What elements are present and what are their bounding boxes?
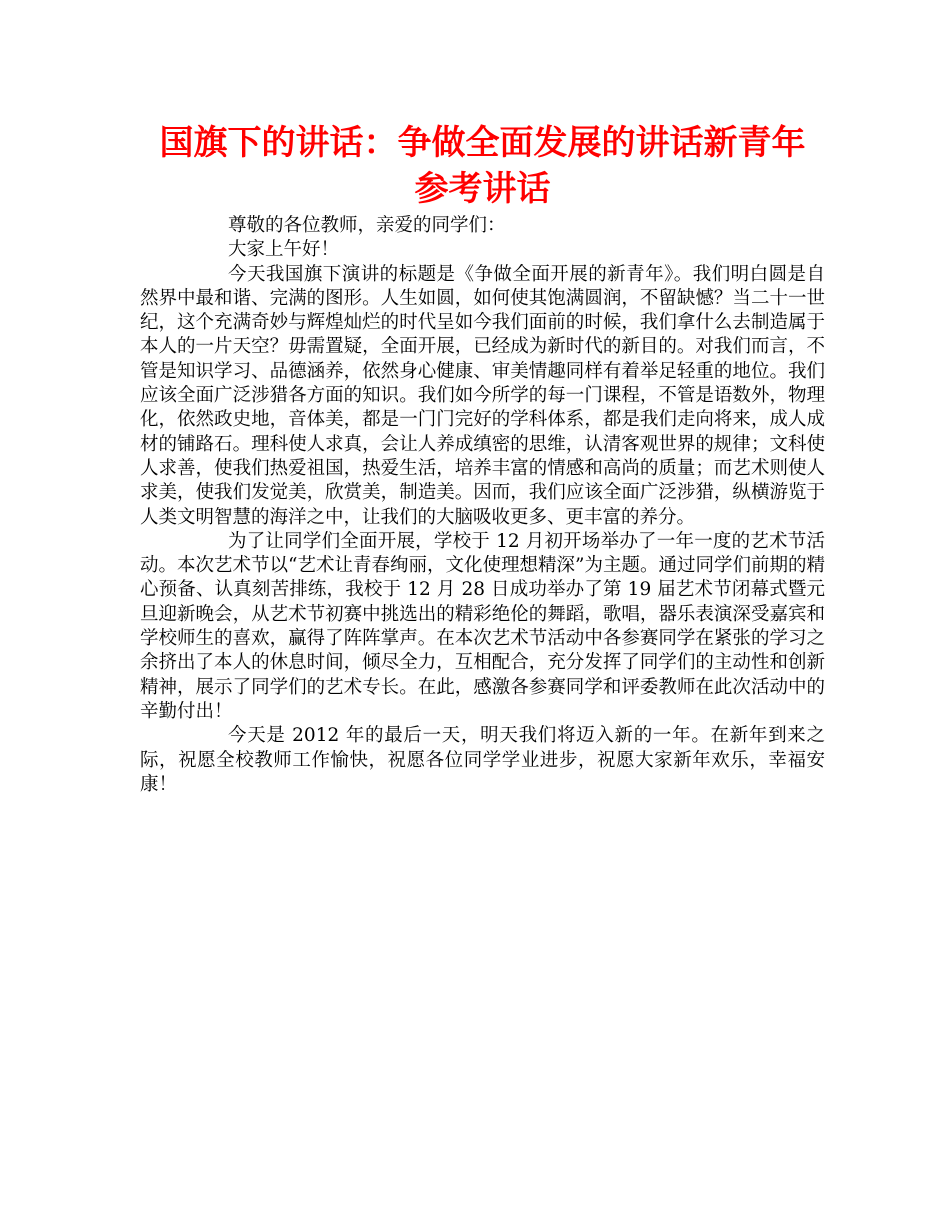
body-paragraph: 为了让同学们全面开展，学校于 12 月初开场举办了一年一度的艺术节活动。本次艺术节以“艺术让青春绚丽，文化使理想精深”为主题。通过同学们前期的精心预备、认真刻苦排练，我校于 12 月 28 日成功举办了第 19 届艺术节闭幕式暨元旦迎新晚会，从艺术节初赛中挑选出的精彩绝伦的舞蹈，歌唱，器乐表演深受嘉宾和学校师生的喜欢，赢得了阵阵掌声。在本次艺术节活动中各参赛同学在紧张的学习之余挤出了本人的休息时间，倾尽全力，互相配合，充分发挥了同学们的主动性和创新精神，展示了同学们的艺术专长。在此，感激各参赛同学和评委教师在此次活动中的辛勤付出！ [140, 530, 825, 722]
document-title: 国旗下的讲话：争做全面发展的讲话新青年参考讲话 [159, 123, 806, 209]
document-page [140, 120, 825, 797]
body-paragraph: 今天是 2012 年的最后一天，明天我们将迈入新的一年。在新年到来之际，祝愿全校教师工作愉快，祝愿各位同学学业进步，祝愿大家新年欢乐，幸福安康！ [140, 725, 825, 795]
document-body [140, 214, 825, 797]
greeting-line: 尊敬的各位教师，亲爱的同学们： [228, 215, 506, 236]
salutation-line: 大家上午好！ [228, 239, 340, 261]
body-paragraph: 今天我国旗下演讲的标题是《争做全面开展的新青年》。我们明白圆是自然界中最和谐、完满的图形。人生如圆，如何使其饱满圆润，不留缺憾？当二十一世纪，这个充满奇妙与辉煌灿烂的时代呈如今我们面前的时候，我们拿什么去制造属于本人的一片天空？毋需置疑，全面开展，已经成为新时代的新目的。对我们而言，不管是知识学习、品德涵养，依然身心健康、审美情趣同样有着举足轻重的地位。我们应该全面广泛涉猎各方面的知识。我们如今所学的每一门课程，不管是语数外，物理化，依然政史地，音体美，都是一门门完好的学科体系，都是我们走向将来，成人成材的铺路石。理科使人求真，会让人养成缜密的思维，认清客观世界的规律；文科使人求善，使我们热爱祖国，热爱生活，培养丰富的情感和高尚的质量；而艺术则使人求美，使我们发觉美，欣赏美，制造美。因而，我们应该全面广泛涉猎，纵横游览于人类文明智慧的海洋之中，让我们的大脑吸收更多、更丰富的养分。 [140, 263, 825, 528]
